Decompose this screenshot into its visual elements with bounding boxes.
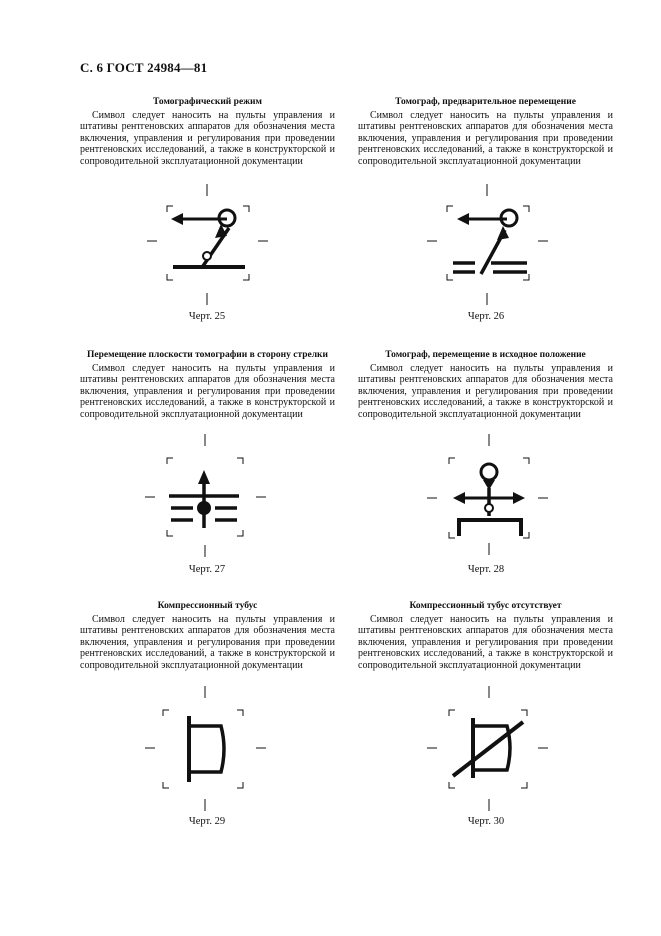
section-text: Символ следует наносить на пульты управления и штативы рентгеновских аппаратов для обозначения места включения, управления и регулирования при проведении рентгеновских исследований, а также в конструкторской и сопроводительной эксплуатационной документации — [80, 363, 335, 420]
tomograph-home-position-icon — [425, 432, 550, 557]
section-text: Символ следует наносить на пульты управления и штативы рентгеновских аппаратов для обозначения места включения, управления и регулирования при проведении рентгеновских исследований, а также в конструкторской и сопроводительной эксплуатационной документации — [80, 614, 335, 671]
section-text: Символ следует наносить на пульты управления и штативы рентгеновских аппаратов для обозначения места включения, управления и регулирования при проведении рентгеновских исследований, а также в конструкторской и сопроводительной эксплуатационной документации — [358, 363, 613, 420]
section-tomograph-home-position — [358, 350, 613, 420]
section-title: Перемещение плоскости томографии в сторону стрелки — [86, 350, 329, 360]
compression-tube-absent-icon — [425, 686, 550, 811]
tomography-mode-icon — [145, 180, 270, 305]
section-text: Символ следует наносить на пульты управления и штативы рентгеновских аппаратов для обозначения места включения, управления и регулирования при проведении рентгеновских исследований, а также в конструкторской и сопроводительной эксплуатационной документации — [358, 614, 613, 671]
figure-caption: Черт. 25 — [188, 311, 226, 322]
section-title: Компрессионный тубус отсутствует — [409, 601, 562, 611]
section-text: Символ следует наносить на пульты управления и штативы рентгеновских аппаратов для обозначения места включения, управления и регулирования при проведении рентгеновских исследований, а также в конструкторской и сопроводительной эксплуатационной документации — [80, 110, 335, 167]
section-title: Томограф, предварительное перемещение — [395, 97, 576, 107]
figure-caption: Черт. 29 — [188, 816, 226, 827]
figure-caption: Черт. 27 — [188, 564, 226, 575]
section-title: Томограф, перемещение в исходное положение — [385, 350, 586, 360]
section-title: Томографический режим — [152, 97, 262, 107]
compression-tube-icon — [143, 686, 268, 811]
figure-caption: Черт. 26 — [467, 311, 505, 322]
section-compression-tube-absent — [358, 601, 613, 671]
section-tomography-mode — [80, 97, 335, 167]
tomograph-preliminary-move-icon — [425, 180, 550, 305]
section-title: Компрессионный тубус — [157, 601, 258, 611]
figure-caption: Черт. 30 — [467, 816, 505, 827]
page-header: С. 6 ГОСТ 24984—81 — [80, 60, 208, 75]
tomography-plane-move-icon — [143, 434, 268, 559]
section-tomograph-preliminary-move — [358, 97, 613, 167]
section-tomography-plane-move — [80, 350, 335, 420]
section-text: Символ следует наносить на пульты управления и штативы рентгеновских аппаратов для обозначения места включения, управления и регулирования при проведении рентгеновских исследований, а также в конструкторской и сопроводительной эксплуатационной документации — [358, 110, 613, 167]
figure-caption: Черт. 28 — [467, 564, 505, 575]
section-compression-tube — [80, 601, 335, 671]
